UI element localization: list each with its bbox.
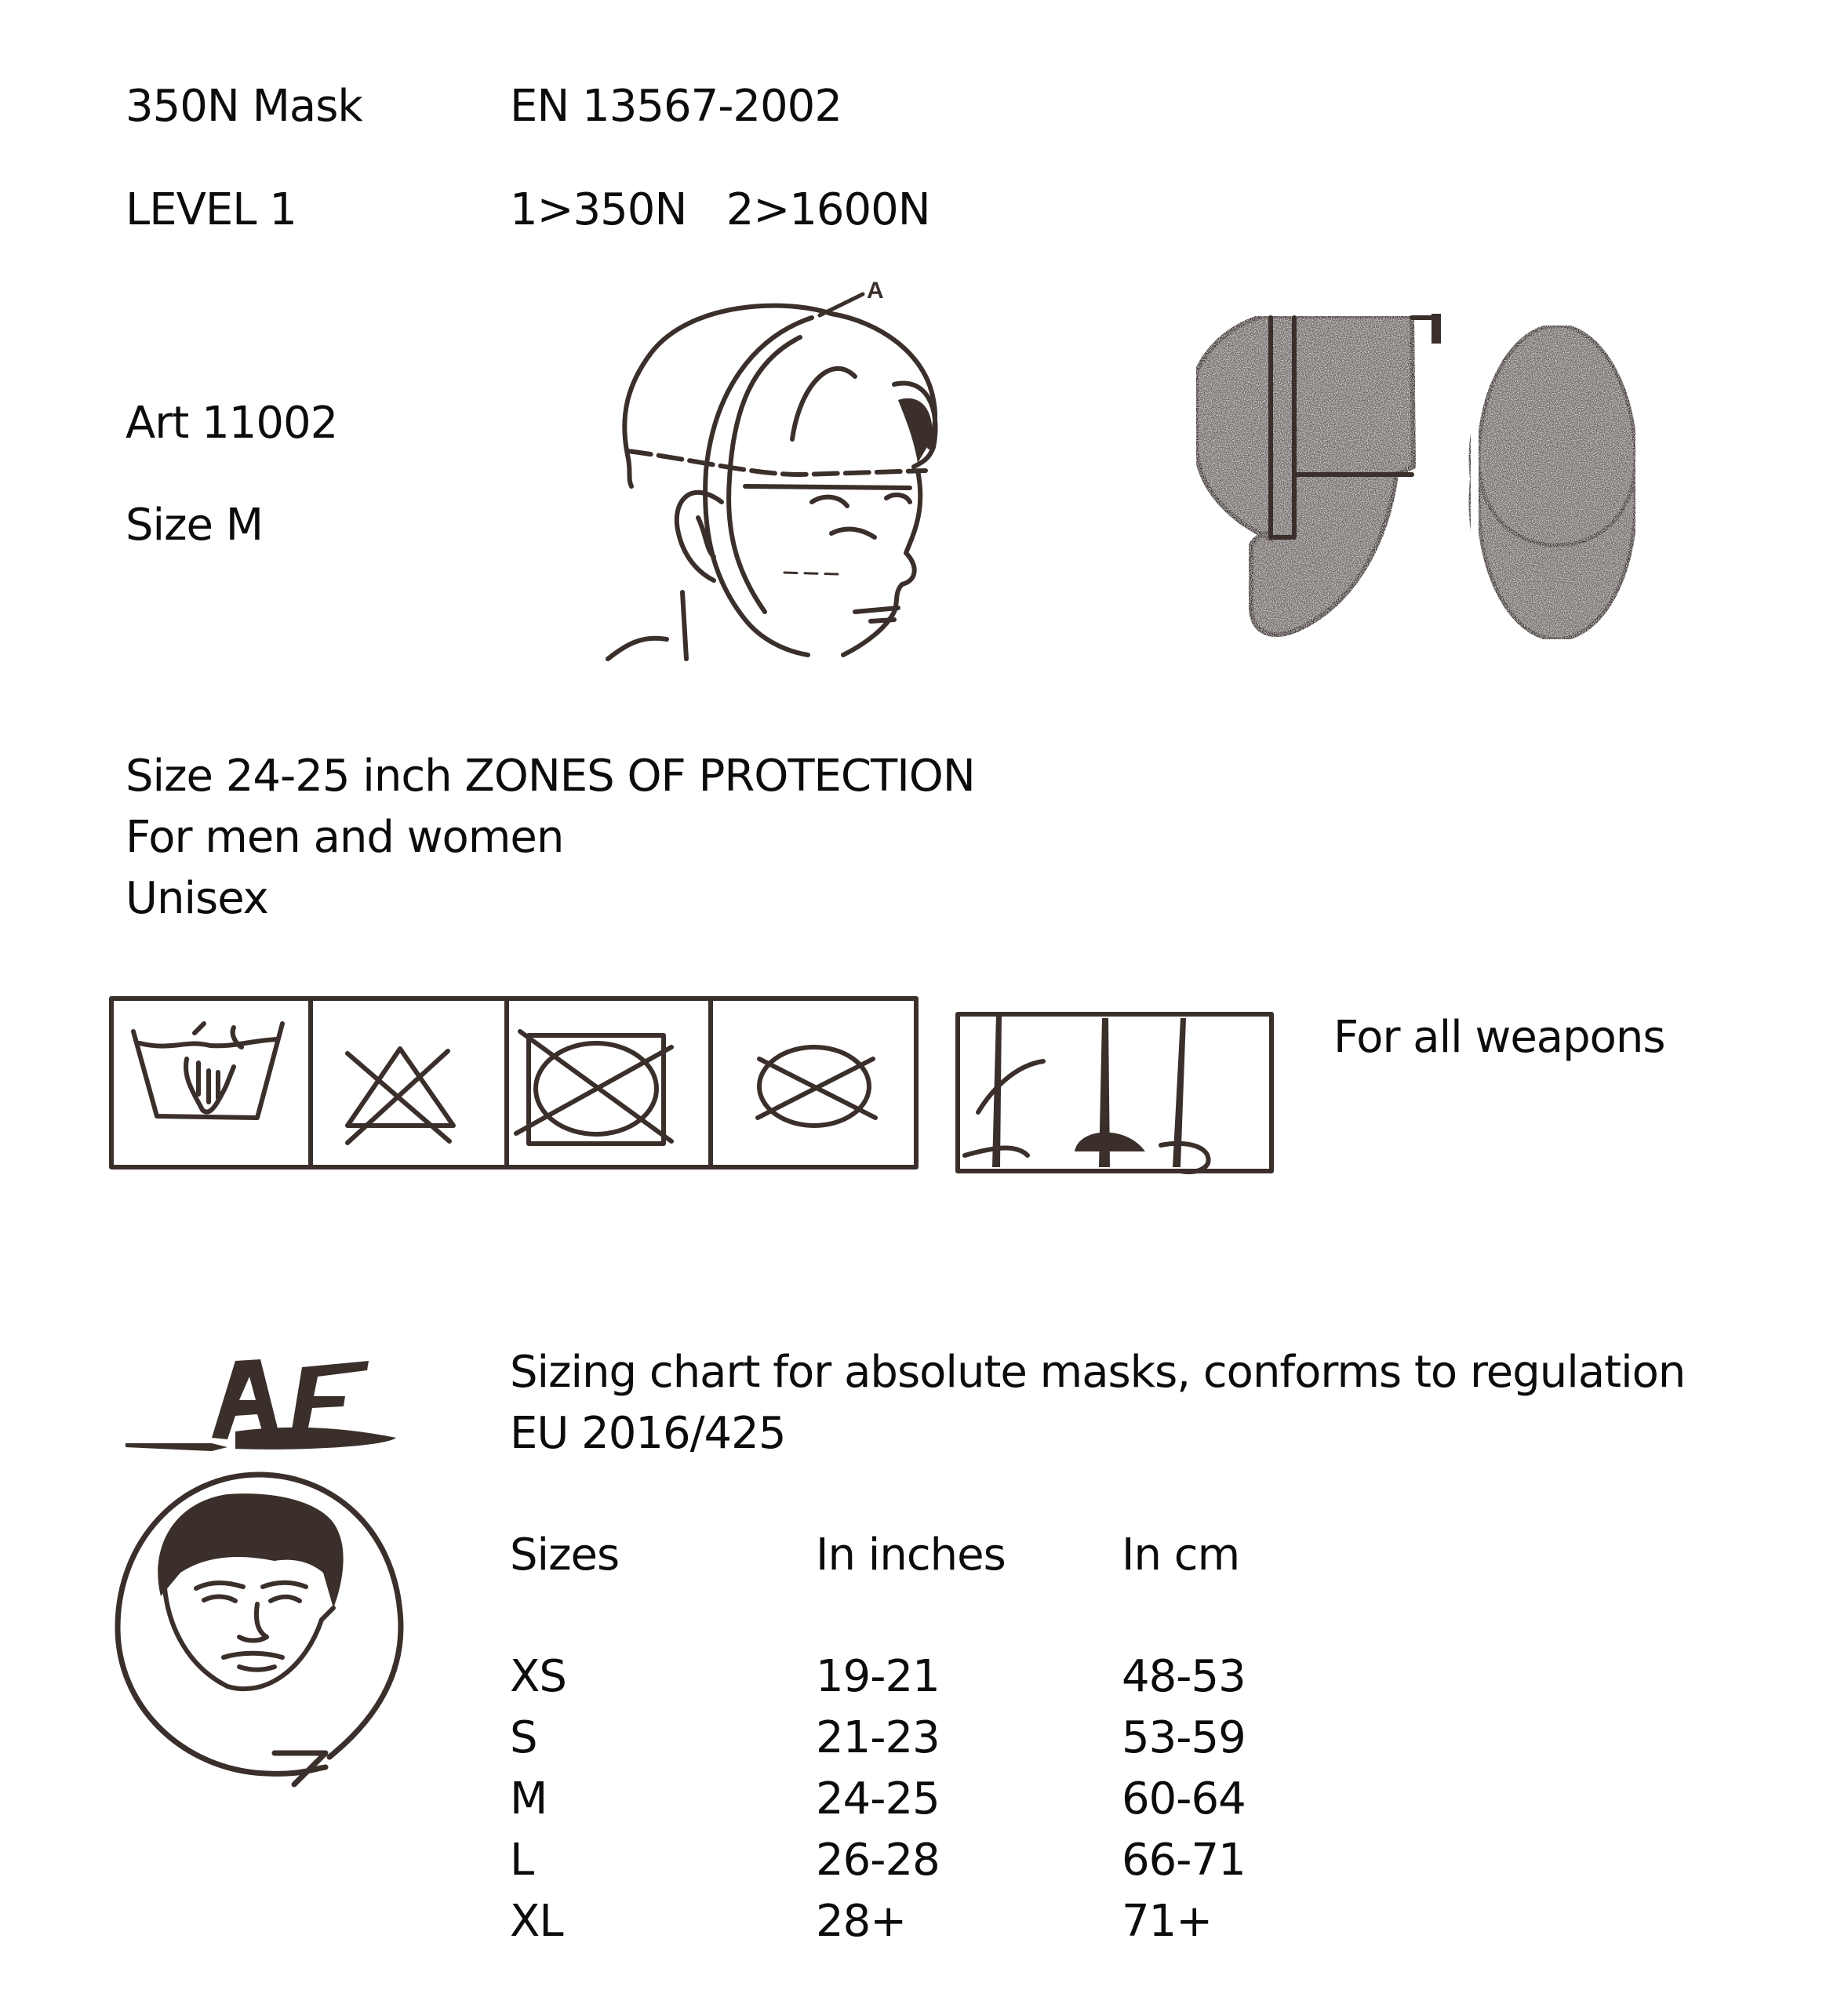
gender-text: For men and women bbox=[126, 812, 564, 863]
no-dry-clean-icon bbox=[758, 1047, 875, 1126]
inches-cell: 24-25 bbox=[816, 1773, 940, 1824]
no-bleach-icon bbox=[347, 1049, 453, 1143]
inches-cell: 26-28 bbox=[816, 1835, 940, 1886]
cm-cell: 66-71 bbox=[1122, 1835, 1246, 1886]
inches-cell: 19-21 bbox=[816, 1651, 940, 1702]
inches-cell: 21-23 bbox=[816, 1712, 940, 1763]
cm-cell: 60-64 bbox=[1122, 1773, 1246, 1824]
article-size: Size M bbox=[126, 500, 264, 551]
sizing-title-line1: Sizing chart for absolute masks, conforms to regulation bbox=[510, 1347, 1686, 1398]
foil-epee-sabre-icon bbox=[953, 1010, 1282, 1177]
label-a: A bbox=[867, 278, 884, 304]
size-cell: XL bbox=[510, 1896, 563, 1947]
standard-code: EN 13567-2002 bbox=[510, 81, 842, 132]
cm-cell: 53-59 bbox=[1122, 1712, 1246, 1763]
column-header-cm: In cm bbox=[1122, 1530, 1240, 1581]
zones-of-protection-text: Size 24-25 inch ZONES OF PROTECTION bbox=[126, 751, 975, 802]
article-number: Art 11002 bbox=[126, 398, 338, 449]
force-ratings: 1>350N 2>1600N bbox=[510, 184, 930, 235]
inches-cell: 28+ bbox=[816, 1896, 907, 1947]
product-name: 350N Mask bbox=[126, 81, 362, 132]
weapons-label: For all weapons bbox=[1333, 1012, 1665, 1063]
column-header-inches: In inches bbox=[816, 1530, 1006, 1581]
size-cell: M bbox=[510, 1773, 547, 1824]
cm-cell: 48-53 bbox=[1122, 1651, 1246, 1702]
size-cell: XS bbox=[510, 1651, 566, 1702]
sizing-title-line2: EU 2016/425 bbox=[510, 1408, 786, 1459]
head-strap-illustration bbox=[596, 278, 965, 667]
column-header-sizes: Sizes bbox=[510, 1530, 620, 1581]
size-cell: S bbox=[510, 1712, 537, 1763]
size-cell: L bbox=[510, 1835, 534, 1886]
hand-wash-icon bbox=[133, 1024, 282, 1118]
mask-pieces-illustration bbox=[1184, 310, 1639, 647]
unisex-text: Unisex bbox=[126, 873, 268, 924]
no-tumble-dry-icon bbox=[516, 1031, 671, 1144]
protection-level: LEVEL 1 bbox=[126, 184, 296, 235]
af-logo bbox=[118, 1337, 416, 1792]
care-symbols bbox=[108, 992, 920, 1177]
cm-cell: 71+ bbox=[1122, 1896, 1213, 1947]
